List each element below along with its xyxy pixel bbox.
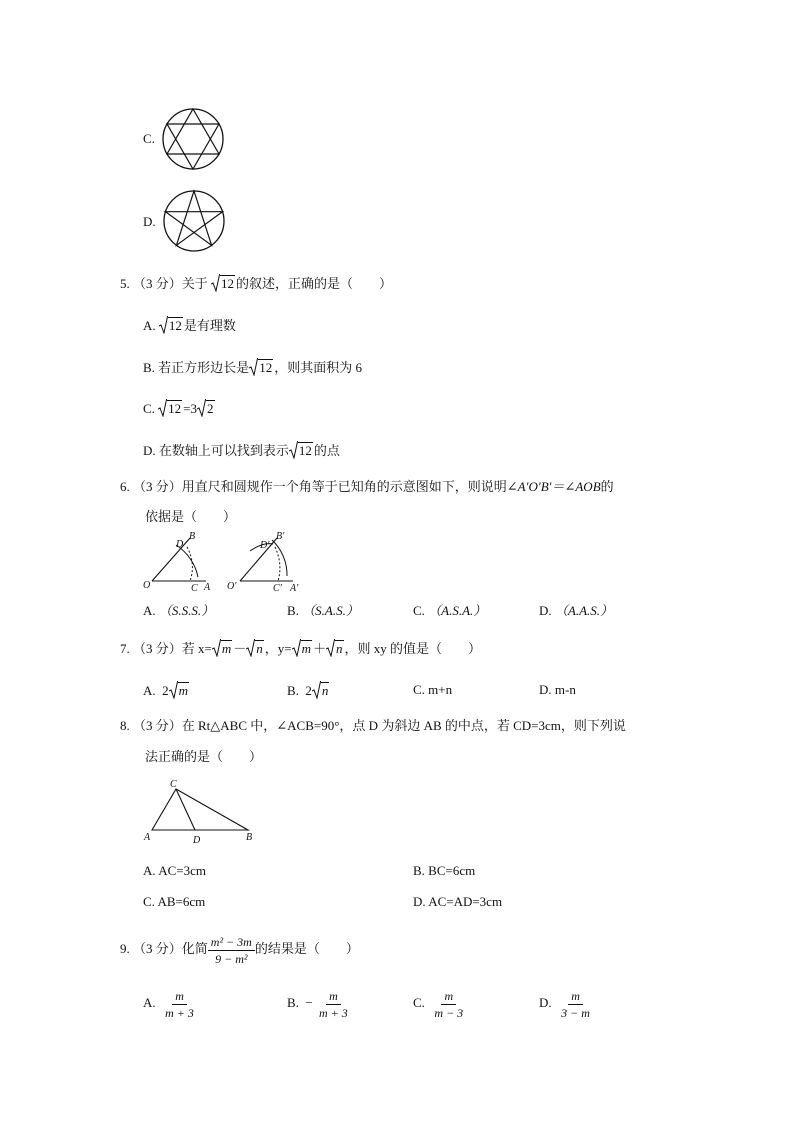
option-letter: C. (413, 995, 425, 1010)
fraction-denominator: 9 − m² (215, 951, 248, 966)
q5-number: 5. (120, 276, 130, 291)
label-C-prime: C′ (273, 583, 282, 592)
option-sign: − (305, 995, 313, 1010)
option-letter: A. (143, 995, 156, 1010)
q5-option-c (143, 400, 216, 417)
q8-score: （3 分） (133, 718, 182, 733)
q6-option-b (287, 603, 359, 619)
option-text: AC=3cm (158, 863, 206, 878)
label-B: B (189, 531, 196, 542)
q9-option-a (143, 985, 197, 1021)
option-letter: B. (413, 863, 425, 878)
label-C: C (191, 583, 198, 592)
option-text: BC=6cm (428, 863, 476, 878)
q6-option-a (143, 603, 214, 619)
q8-stem-text: 在 Rt△ABC 中，∠ACB=90°，点 D 为斜边 AB 的中点，若 CD=3cm，则下列说 (181, 718, 626, 733)
option-coef: 2 (162, 683, 169, 698)
q8-stem-line1 (120, 718, 626, 734)
q7-stem (120, 640, 481, 657)
q7-option-c (413, 682, 452, 698)
option-letter: A. (143, 318, 156, 333)
q9-number: 9. (120, 941, 130, 956)
q6-score: （3 分） (133, 479, 182, 494)
option-letter: D. (539, 682, 552, 697)
q9-option-c (413, 985, 466, 1021)
q9-stem-post: 的结果是（ ） (254, 941, 359, 956)
q6-option-d (539, 603, 613, 619)
option-coef: 2 (305, 683, 312, 698)
option-letter: D. (413, 894, 426, 909)
label-O-prime: O′ (227, 581, 237, 592)
sqrt-2: 2 (197, 400, 215, 417)
option-fraction: $\frac{m}{3 - m}$ (561, 988, 590, 1020)
sqrt-12: 12 (211, 275, 235, 292)
option-text-pre: 在数轴上可以找到表示 (158, 443, 289, 458)
label-O: O (143, 580, 151, 591)
q5-option-a (143, 317, 236, 334)
q5-stem-pre: 关于 (181, 276, 208, 291)
q7-option-b (287, 682, 330, 699)
label-A: A (204, 582, 211, 592)
option-letter: C. (143, 401, 155, 416)
label-D: D (176, 539, 184, 550)
angle-construction-figure-right (225, 528, 310, 592)
option-text: （A.S.A.） (428, 603, 487, 618)
q6-stem-line2: 依据是（ ） (145, 509, 237, 524)
q6-option-c (413, 603, 486, 619)
sqrt-m: m (292, 640, 312, 657)
q5-option-d (143, 442, 340, 459)
fraction-numerator: m² − 3m (208, 935, 255, 951)
sqrt-12: 12 (289, 442, 313, 459)
q6-stem-tail: 的 (600, 479, 614, 494)
q9-fraction (208, 935, 255, 966)
option-text: （A.A.S.） (554, 603, 614, 618)
sqrt-12: 12 (159, 317, 183, 334)
q6-stem-text: 用直尺和圆规作一个角等于已知角的示意图如下，则说明 (181, 479, 507, 494)
sqrt-12: 12 (158, 400, 182, 417)
option-letter: B. (287, 683, 299, 698)
sqrt-n: n (246, 640, 264, 657)
q8-option-b (413, 863, 475, 879)
q5-stem-post: 的叙述，正确的是（ ） (236, 276, 393, 291)
option-letter: C. (413, 682, 425, 697)
q7-number: 7. (120, 641, 130, 656)
option-letter: D. (539, 603, 552, 618)
q8-number: 8. (120, 718, 130, 733)
option-text: （S.A.S.） (302, 603, 359, 618)
angle-construction-figure-left (140, 528, 220, 592)
q6-angle-formula: ∠A′O′B′＝∠AOB (506, 479, 601, 494)
sqrt-n: n (326, 640, 344, 657)
option-letter: B. (287, 995, 299, 1010)
option-text: m-n (554, 682, 576, 697)
q5-stem (120, 275, 392, 292)
option-letter: C. (143, 894, 155, 909)
option-letter: A. (143, 683, 156, 698)
option-text-post: ，则其面积为 6 (274, 360, 362, 375)
right-triangle-figure (140, 776, 260, 846)
q6-stem-line1 (120, 479, 614, 495)
q8-stem-line2: 法正确的是（ ） (145, 749, 263, 764)
option-letter: C. (413, 603, 425, 618)
sqrt-m: m (212, 640, 232, 657)
q5-option-b (143, 359, 362, 376)
option-text: 是有理数 (183, 318, 236, 333)
option-fraction: $\frac{m}{m - 3}$ (434, 988, 464, 1020)
q5-score: （3 分） (133, 276, 182, 291)
option-letter: D. (143, 443, 156, 458)
option-text: （S.S.S.） (158, 603, 215, 618)
q7-option-d (539, 682, 576, 698)
minus-sign: － (233, 641, 247, 656)
label-B: B (246, 832, 253, 843)
option-text-pre: 若正方形边长是 (158, 360, 250, 375)
option-letter: B. (287, 603, 299, 618)
hexagram-in-circle-figure (160, 106, 226, 172)
q8-option-d (413, 894, 502, 910)
q9-stem-pre: 化简 (181, 941, 208, 956)
plus-sign: ＋ (313, 641, 327, 656)
option-letter: A. (143, 603, 156, 618)
option-letter: D. (539, 995, 552, 1010)
label-D: D (193, 835, 201, 846)
q8-option-a (143, 863, 206, 879)
option-text-post: 的点 (313, 443, 340, 458)
option-letter: B. (143, 360, 155, 375)
q8-option-c (143, 894, 205, 910)
q9-option-b (287, 985, 351, 1021)
option-text: AC=AD=3cm (428, 894, 503, 909)
sqrt-12: 12 (249, 359, 273, 376)
q4-option-c-letter: C. (143, 131, 155, 146)
q9-option-d (539, 985, 593, 1021)
option-fraction: $\frac{m}{m + 3}$ (319, 988, 348, 1020)
sqrt-n: n (312, 682, 330, 699)
label-A-prime: A′ (290, 583, 299, 592)
q7-score: （3 分） (133, 641, 182, 656)
pentagram-in-circle-figure (161, 188, 227, 254)
q4-option-d-letter: D. (143, 214, 156, 229)
sqrt-m: m (169, 682, 189, 699)
option-letter: A. (143, 863, 156, 878)
q9-stem (120, 931, 359, 967)
q7-comma-y: ，y= (264, 641, 292, 656)
q9-score: （3 分） (133, 941, 182, 956)
option-fraction: $\frac{m}{m + 3}$ (165, 988, 194, 1020)
q7-stem-post: ，则 xy 的值是（ ） (344, 641, 482, 656)
option-equals: =3 (183, 401, 198, 416)
label-A: A (144, 832, 151, 843)
q6-number: 6. (120, 479, 130, 494)
q7-stem-pre: 若 x= (181, 641, 212, 656)
q7-option-a (143, 682, 190, 699)
label-D-prime: D′ (260, 540, 270, 551)
option-text: m+n (428, 682, 453, 697)
label-B-prime: B′ (276, 531, 285, 542)
option-text: AB=6cm (157, 894, 206, 909)
label-C: C (170, 779, 177, 790)
